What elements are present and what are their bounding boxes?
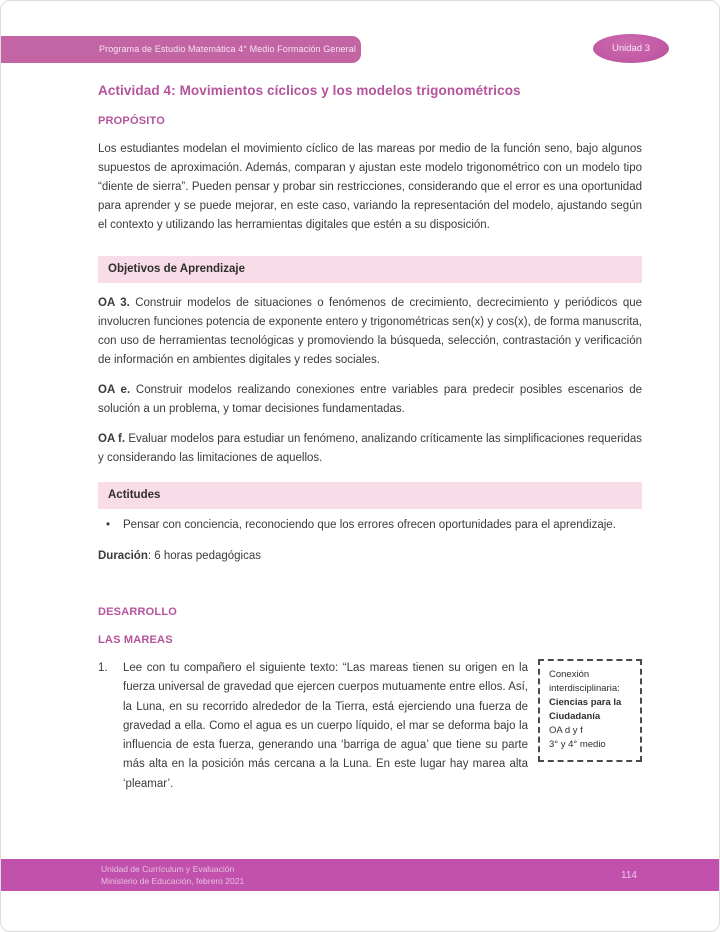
oa-e-text: Construir modelos realizando conexiones entre variables para predecir posibles escenarios de solución a un problema, y tomar decisiones fundamentadas. [98, 384, 643, 415]
page-number: 114 [621, 869, 637, 881]
unit-badge: Unidad 3 [593, 34, 669, 63]
proposito-body: Los estudiantes modelan el movimiento cíclico de las mareas por medio de la función seno, bajo algunos supuestos de aproximación. Además, comparan y ajustan este modelo trigonométrico con un modelo tipo “diente de sierra”. Pueden pensar y probar sin restricciones, considerando que el error es una oportunidad para aprender y se puede mejorar, en este caso, variando la representación del modelo, ajustando según el contexto y utilizando las herramientas digitales que estén a su disposición. [98, 143, 642, 231]
connection-subject: Ciencias para la Ciudadanía [549, 697, 622, 722]
duration-value: : 6 horas pedagógicas [147, 550, 262, 562]
interdisciplinary-connection-box [538, 659, 642, 762]
oa-f-paragraph [98, 430, 642, 468]
duration-label: Duración [98, 550, 148, 562]
header-program-banner: Programa de Estudio Matemática 4° Medio Formación General [1, 36, 361, 63]
oa-e-label: OA e. [98, 384, 131, 396]
oa-3-paragraph [98, 294, 642, 370]
oa-f-text: Evaluar modelos para estudiar un fenómeno, analizando críticamente las simplificaciones requeridas y considerando las limitaciones de aquellos. [98, 433, 642, 464]
footer-institution [1, 863, 244, 888]
page-footer [1, 859, 719, 891]
oa-f-label: OA f. [98, 433, 126, 445]
desarrollo-heading: DESARROLLO [98, 606, 177, 618]
actitudes-section-header: Actitudes [98, 482, 642, 509]
footer-line-1: Unidad de Currículum y Evaluación [101, 863, 235, 874]
connection-oa: OA d y f [549, 725, 583, 736]
item-1-text: Lee con tu compañero el siguiente texto: “Las mareas tienen su origen en la fuerza universal de gravedad que ejercen cuerpos mutuamente entre ellos. Así, la Luna, en su recorrido alrededor de la Tierra, está ejerciendo una fuerza de gravedad a ella. Como el agua es un cuerpo líquido, el mar se deforma bajo la influencia de esta fuerza, generando una ‘barriga de agua’ que tiene su parte más alta en la posición más cercana a la Luna. En este lugar hay marea alta ‘pleamar’. [123, 662, 528, 790]
connection-levels: 3° y 4° medio [549, 739, 606, 750]
numbered-item-1 [98, 659, 642, 794]
las-mareas-heading: LAS MAREAS [98, 634, 173, 646]
proposito-heading: PROPÓSITO [98, 115, 165, 127]
connection-intro: Conexión interdisciplinaria: [549, 669, 620, 694]
footer-line-2: Ministerio de Educación, febrero 2021 [101, 876, 245, 886]
oa-e-paragraph [98, 381, 642, 419]
actitudes-bullet-text: Pensar con conciencia, reconociendo que los errores ofrecen oportunidades para el aprendizaje. [123, 519, 616, 531]
actitudes-bullet-item [98, 516, 642, 535]
item-1-number: 1. [98, 662, 108, 674]
objetivos-section-header: Objetivos de Aprendizaje [98, 256, 642, 283]
duration-line [98, 547, 642, 566]
bullet-icon: • [106, 519, 111, 531]
activity-title: Actividad 4: Movimientos cíclicos y los modelos trigonométricos [98, 83, 521, 98]
oa-3-text: Construir modelos de situaciones o fenómenos de crecimiento, decrecimiento y periódicos que involucren funciones potencia de exponente entero y trigonométricas sen(x) y cos(x), de forma manuscrita, con uso de herramientas tecnológicas y promoviendo la búsqueda, selección, contrastación y verificación de información en ambientes digitales y redes sociales. [98, 297, 642, 366]
oa-3-label: OA 3. [98, 297, 130, 309]
page-content [1, 1, 719, 794]
